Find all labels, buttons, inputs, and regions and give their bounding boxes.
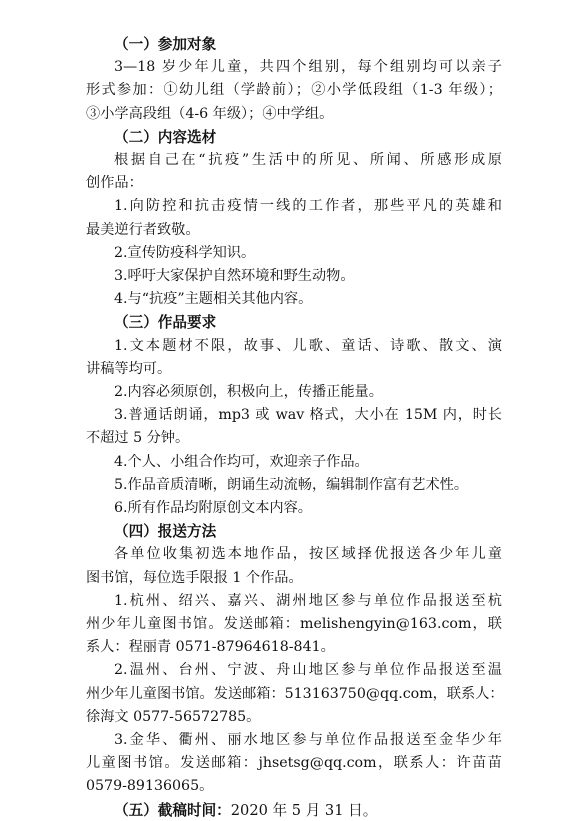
paragraph-line: 根据自己在“抗疫”生活中的所见、所闻、所感形成原 [114, 152, 502, 168]
paragraph-line: 5.作品音质清晰，朗诵生动流畅，编辑制作富有艺术性。 [114, 476, 469, 493]
section-heading: （一）参加对象 [114, 36, 217, 53]
section-heading: （二）内容选材 [114, 128, 217, 146]
paragraph-line: 州少年儿童图书馆。发送邮箱：513163750@qq.com，联系人： [86, 685, 504, 702]
paragraph-line: 2.宣传防疫科学知识。 [114, 244, 256, 261]
deadline-date: 2020 年 5 月 31 日。 [230, 801, 378, 819]
paragraph-line: 3.普通话朗诵，mp3 或 wav 格式，大小在 15M 内，时长 [114, 407, 502, 424]
paragraph-line: 2.内容必须原创，积极向上，传播正能量。 [114, 384, 383, 400]
paragraph-line: 3—18 岁少年儿童，共四个组别，每个组别均可以亲子 [114, 59, 502, 76]
paragraph-line: 不超过 5 分钟。 [86, 430, 190, 447]
paragraph-line: 2.温州、台州、宁波、舟山地区参与单位作品报送至温 [114, 662, 502, 679]
paragraph-line: 0579-89136065。 [86, 778, 214, 795]
paragraph-line: 图书馆，每位选手限报 1 个作品。 [86, 569, 303, 586]
paragraph-line: 徐海文 0577-56572785。 [86, 708, 261, 725]
paragraph-line: 儿童图书馆。发送邮箱：jhsetsg@qq.com，联系人：许苗苗 [86, 755, 502, 772]
paragraph-line: 1.文本题材不限，故事、儿歌、童话、诗歌、散文、演 [114, 337, 502, 354]
section-heading: （四）报送方法 [114, 523, 217, 541]
deadline-line [114, 800, 502, 821]
paragraph-line: 6.所有作品均附原创文本内容。 [114, 500, 312, 516]
paragraph-line: 讲稿等均可。 [86, 360, 172, 377]
paragraph-line: 4.个人、小组合作均可，欢迎亲子作品。 [114, 453, 369, 470]
section-heading: （五）截稿时间： [114, 801, 231, 819]
paragraph-line: 3.呼吁大家保护自然环境和野生动物。 [114, 268, 355, 284]
paragraph-line: 1.杭州、绍兴、嘉兴、湖州地区参与单位作品报送至杭 [114, 592, 502, 609]
paragraph-line: 3.金华、衢州、丽水地区参与单位作品报送至金华少年 [114, 732, 502, 748]
paragraph-line: 1.向防控和抗击疫情一线的工作者，那些平凡的英雄和 [114, 198, 502, 215]
paragraph-line: 系人：程丽青 0571-87964618-841。 [86, 639, 335, 656]
paragraph-line: 州少年儿童图书馆。发送邮箱：melishengyin@163.com，联 [86, 616, 502, 632]
section-heading: （三）作品要求 [114, 314, 217, 332]
paragraph-line: 形式参加：①幼儿组（学龄前）；②小学低段组（1-3 年级）； [86, 82, 502, 99]
paragraph-line: 各单位收集初选本地作品，按区域择优报送各少年儿童 [114, 546, 502, 563]
paragraph-line: 创作品： [86, 175, 143, 192]
paragraph-line: ③小学高段组（4-6 年级）；④中学组。 [86, 105, 334, 122]
paragraph-line: 4.与“抗疫”主题相关其他内容。 [114, 291, 313, 308]
paragraph-line: 最美逆行者致敬。 [86, 221, 200, 238]
